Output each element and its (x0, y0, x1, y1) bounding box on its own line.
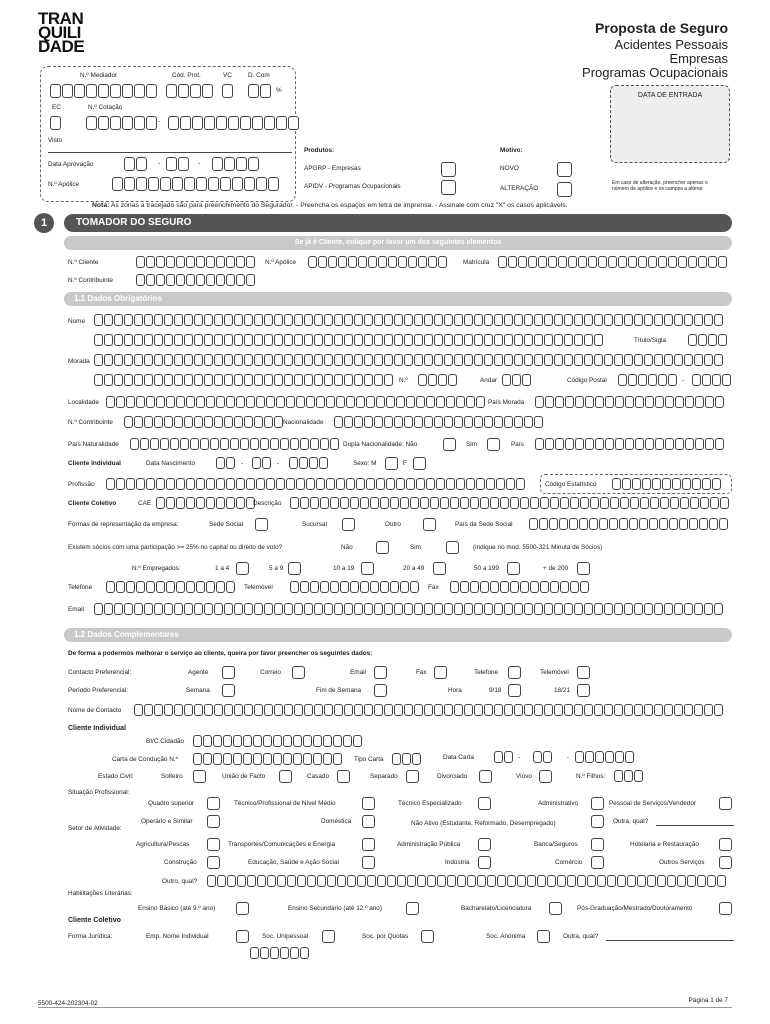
industria-checkbox[interactable] (478, 856, 491, 869)
telefone-label: Telefone (68, 584, 93, 591)
mediator-label: N.º Mediador (80, 72, 118, 79)
agricultura-label: Agricultura/Pescas (136, 841, 190, 848)
emp-4-checkbox[interactable] (433, 562, 446, 575)
cae-input[interactable] (156, 497, 256, 509)
entry-date-label: DATA DE ENTRADA (637, 92, 703, 99)
apidv-checkbox[interactable] (441, 180, 456, 195)
forma-outra-label: Outra, qual? (563, 933, 599, 940)
cod-postal-input-1[interactable] (618, 374, 678, 386)
tecnico-prof-label: Técnico/Profissional de Nível Médio (234, 800, 336, 807)
habilitacoes-label: Habilitações Literárias: (68, 890, 133, 897)
morada-input-2[interactable] (94, 374, 394, 386)
soc-anon-label: Soc. Anónima (486, 933, 526, 940)
approval-date-label: Data Aprovação (48, 161, 94, 168)
setor-label: Setor de Atividade: (68, 825, 122, 832)
product-line-3: Programas Ocupacionais (582, 65, 728, 80)
agente-checkbox[interactable] (222, 666, 235, 679)
prot-label: Cód. Prot. (172, 72, 201, 79)
motive-title: Motivo: (500, 147, 523, 154)
pref-telefone-label: Telefone (474, 669, 499, 676)
domestica-label: Doméstica (321, 818, 352, 825)
outro-checkbox[interactable] (423, 518, 436, 531)
nome-input-1[interactable] (94, 314, 724, 326)
formas-label: Formas de representação da empresa: (68, 521, 179, 528)
fax-label: Fax (428, 584, 439, 591)
emp-2-label: 5 a 9 (269, 565, 284, 572)
sexo-m-checkbox[interactable] (385, 457, 398, 470)
titulo-label: Título/Sigla (634, 337, 666, 344)
cod-estat-label: Código Estatístico (545, 481, 597, 488)
descricao-label: Descrição (253, 500, 282, 507)
carta-year[interactable] (575, 751, 635, 763)
fim-semana-checkbox[interactable] (374, 684, 387, 697)
matricula-input[interactable] (498, 256, 728, 268)
solteiro-checkbox[interactable] (193, 770, 206, 783)
semana-checkbox[interactable] (222, 684, 235, 697)
sede-checkbox[interactable] (255, 518, 268, 531)
n-input[interactable] (418, 374, 458, 386)
bacharelato-label: Bacharelato/Licenciatura (461, 905, 532, 912)
sucursal-label: Sucursal (302, 521, 327, 528)
pref-email-label: Email (350, 669, 366, 676)
sede-label: Sede Social (209, 521, 244, 528)
matricula-label: Matrícula (463, 259, 490, 266)
pref-telemovel-checkbox[interactable] (577, 666, 590, 679)
dupla-nao-checkbox[interactable] (443, 438, 456, 451)
emp-5-checkbox[interactable] (507, 562, 520, 575)
emp-nome-label: Emp. Nome Individual (146, 933, 209, 940)
data-nasc-label: Data Nascimento (146, 460, 196, 467)
nao-ativo-checkbox[interactable] (591, 815, 604, 828)
nao-ativo-label: Não Ativo (Estudante, Reformado, Desempregado) (411, 820, 556, 827)
setor-outro-input[interactable] (207, 875, 727, 887)
company-logo: TRAN QUILI DADE (38, 9, 85, 56)
instructions-note: Nota: As zonas a tracejado são para preenchimento do Segurador. - Preencha os espaços em letra de imprensa. - Assinale com cruz "X" os casos aplicáveis. (92, 202, 568, 209)
divorciado-checkbox[interactable] (479, 770, 492, 783)
contribuinte-label: N.º Contribuinte (68, 419, 113, 426)
ec-label: EC (52, 104, 61, 111)
n-apolice-input[interactable] (308, 256, 448, 268)
apidv-label: APIDV - Programas Ocupacionais (304, 183, 401, 190)
form-code: 5500-424-202304-02 (38, 1000, 98, 1007)
empregados-label: N.º Empregados: (132, 565, 181, 572)
visto-label: Visto (48, 137, 63, 144)
hora-2-label: 18/21 (554, 687, 570, 694)
socios-sim-label: Sim (410, 544, 422, 551)
localidade-label: Localidade (68, 399, 99, 406)
emp-3-label: 10 a 19 (333, 565, 355, 572)
secundario-label: Ensino Secundário (até 12.º ano) (288, 905, 382, 912)
emp-2-checkbox[interactable] (288, 562, 301, 575)
transportes-checkbox[interactable] (362, 838, 375, 851)
n-contribuinte-label: N.º Contribuinte (68, 277, 113, 284)
product-line-1: Acidentes Pessoais (614, 37, 728, 52)
tecnico-esp-label: Técnico Especializado (398, 800, 462, 807)
situacao-label: Situação Profissional: (68, 789, 130, 796)
basico-checkbox[interactable] (236, 902, 249, 915)
comp-intro: De forma a podermos melhorar o serviço ao cliente, queira por favor preencher os seguintes dados: (68, 650, 373, 657)
cliente-coletivo-label: Cliente Coletivo (68, 500, 117, 507)
educacao-checkbox[interactable] (362, 856, 375, 869)
correio-checkbox[interactable] (292, 666, 305, 679)
nasc-month[interactable] (252, 457, 272, 469)
separado-label: Separado (370, 773, 398, 780)
hotelaria-label: Hotelaria e Restauração (630, 841, 699, 848)
data-carta-label: Data Carta (443, 754, 474, 761)
administracao-checkbox[interactable] (478, 838, 491, 851)
operario-label: Operário e Similar (141, 818, 193, 825)
periodo-label: Período Preferencial: (68, 687, 129, 694)
separado-checkbox[interactable] (406, 770, 419, 783)
agricultura-checkbox[interactable] (207, 838, 220, 851)
apolice-input[interactable] (112, 177, 280, 191)
divorciado-label: Divorciado (437, 773, 468, 780)
prot-input[interactable] (166, 84, 214, 98)
n-label: N.º (399, 377, 408, 384)
emp-nome-checkbox[interactable] (236, 930, 249, 943)
nasc-year[interactable] (289, 457, 329, 469)
pref-telemovel-label: Telemóvel (540, 669, 569, 676)
approval-year[interactable] (212, 157, 260, 171)
apgrp-checkbox[interactable] (441, 162, 456, 177)
casado-label: Casado (307, 773, 330, 780)
educacao-label: Educação, Saúde e Ação Social (248, 859, 339, 866)
sexo-f-label: F (403, 460, 407, 467)
section-title-bar: TOMADOR DO SEGURO (64, 214, 732, 232)
forma-label: Forma Jurídica: (68, 933, 113, 940)
emp-5-label: 50 a 199 (474, 565, 499, 572)
sexo-label: Sexo: M (353, 460, 377, 467)
soc-anon-checkbox[interactable] (537, 930, 550, 943)
secundario-checkbox[interactable] (406, 902, 419, 915)
pos-checkbox[interactable] (719, 902, 732, 915)
apolice-label: N.º Apólice (48, 181, 80, 188)
fax-input[interactable] (450, 581, 590, 593)
telemovel-input[interactable] (290, 581, 420, 593)
alteracao-checkbox[interactable] (557, 182, 572, 197)
dcom-input[interactable] (248, 84, 272, 98)
cc-label: Cliente Coletivo (68, 917, 121, 924)
socios-indique-label: (indique no mod. 5500-321 Minuta de Sócios) (473, 544, 603, 551)
quadro-checkbox[interactable] (207, 797, 220, 810)
banca-label: Banca/Seguros (534, 841, 578, 848)
emp-3-checkbox[interactable] (361, 562, 374, 575)
soc-quotas-label: Soc. por Quotas (362, 933, 409, 940)
soc-unip-label: Soc. Unipessoal (262, 933, 309, 940)
dcom-label: D. Com (248, 72, 270, 79)
mediator-input[interactable] (50, 84, 158, 98)
comercio-label: Comércio (555, 859, 583, 866)
pref-email-checkbox[interactable] (374, 666, 387, 679)
bi-input[interactable] (193, 735, 363, 747)
hora-1-checkbox[interactable] (508, 684, 521, 697)
page-title: Proposta de Seguro (594, 20, 728, 36)
alteracao-note: Em caso de alteração, preencher apenas o (612, 180, 708, 186)
dados-complementares-bar: 1.2 Dados Complementares (64, 628, 732, 642)
n-contribuinte-input[interactable] (136, 274, 256, 286)
basico-label: Ensino Básico (até 9.º ano) (138, 905, 216, 912)
socios-sim-checkbox[interactable] (446, 541, 459, 554)
sexo-f-checkbox[interactable] (413, 457, 426, 470)
cotacao-label: N.º Cotação (88, 104, 123, 111)
section-number: 1 (34, 213, 54, 233)
novo-checkbox[interactable] (557, 162, 572, 177)
uniao-checkbox[interactable] (279, 770, 292, 783)
visto-line[interactable] (48, 152, 292, 153)
administrativo-label: Administrativo (538, 800, 579, 807)
domestica-checkbox[interactable] (362, 815, 375, 828)
n-cliente-input[interactable] (136, 256, 256, 268)
email-label: Email (68, 606, 84, 613)
apgrp-label: APGRP - Empresas (304, 165, 361, 172)
n-cliente-label: N.º Cliente (68, 259, 99, 266)
socios-label: Existem sócios com uma participação >= 25% no capital ou direito de voto? (68, 544, 283, 551)
cae-label: CAE (138, 500, 152, 507)
hora-2-checkbox[interactable] (577, 684, 590, 697)
client-bar: Se já é Cliente, indique por favor um dos seguintes elementos (64, 236, 732, 250)
banca-checkbox[interactable] (591, 838, 604, 851)
nome-contacto-input[interactable] (134, 704, 724, 716)
dados-obrigatorios-bar: 1.1 Dados Obrigatórios (64, 292, 732, 306)
filhos-input[interactable] (614, 770, 644, 782)
emp-4-label: 20 a 49 (403, 565, 425, 572)
novo-label: NOVO (500, 165, 519, 172)
n-apolice-label: N.º Apólice (265, 259, 297, 266)
nasc-day[interactable] (216, 457, 236, 469)
dupla-sim-checkbox[interactable] (487, 438, 500, 451)
forma-outra-line[interactable] (606, 940, 734, 941)
outro-label: Outro (385, 521, 401, 528)
hora-1-label: 9/18 (489, 687, 502, 694)
sucursal-checkbox[interactable] (342, 518, 355, 531)
emp-6-checkbox[interactable] (577, 562, 590, 575)
cod-estat-input[interactable] (612, 478, 722, 490)
construcao-label: Construção (164, 859, 197, 866)
cliente-individual-label: Cliente Individual (68, 460, 121, 467)
pais-nat-label: País Naturalidade (68, 441, 119, 448)
product-line-2: Empresas (669, 51, 728, 66)
pais-nat-input[interactable] (130, 438, 340, 450)
carta-day[interactable] (494, 751, 514, 763)
administrativo-checkbox[interactable] (591, 797, 604, 810)
vc-input[interactable] (222, 84, 234, 98)
pais-label: País (511, 441, 524, 448)
construcao-checkbox[interactable] (207, 856, 220, 869)
agente-label: Agente (188, 669, 209, 676)
pessoal-label: Pessoal de Serviços/Vendedor (609, 800, 697, 807)
emp-1-checkbox[interactable] (236, 562, 249, 575)
pos-label: Pós-Graduação/Mestrado/Doutoramento (577, 905, 693, 912)
pref-fax-checkbox[interactable] (434, 666, 447, 679)
estado-label: Estado Civil: (98, 773, 134, 780)
industria-label: Indústria (445, 859, 470, 866)
nome-input-2[interactable] (94, 334, 604, 346)
operario-checkbox[interactable] (207, 815, 220, 828)
pref-fax-label: Fax (416, 669, 427, 676)
cod-postal-input-2[interactable] (692, 374, 732, 386)
hora-label: Hora (448, 687, 462, 694)
products-title: Produtos: (304, 147, 335, 154)
alteracao-note-2: número de apólice e os campos a alterar. (612, 186, 704, 192)
telemovel-label: Telemóvel (244, 584, 273, 591)
cod-postal-label: Código Postal (567, 377, 607, 384)
casado-checkbox[interactable] (337, 770, 350, 783)
carta-label: Carta de Condução N.º (112, 756, 178, 763)
profissao-label: Profissão (68, 481, 95, 488)
footer-rule (38, 1007, 732, 1008)
outros-label: Outros Serviços (659, 859, 705, 866)
telefone-input[interactable] (106, 581, 236, 593)
tecnico-prof-checkbox[interactable] (362, 797, 375, 810)
pais-morada-input[interactable] (535, 396, 725, 408)
uniao-label: União de Facto (222, 773, 266, 780)
alteracao-label: ALTERAÇÃO (500, 185, 539, 192)
morada-input-1[interactable] (94, 354, 724, 366)
solteiro-label: Solteiro (161, 773, 183, 780)
profissao-input[interactable] (106, 478, 526, 490)
carta-input[interactable] (193, 753, 343, 765)
viuvo-label: Viúvo (516, 773, 532, 780)
descricao-input[interactable] (290, 497, 730, 509)
pessoal-checkbox[interactable] (719, 797, 732, 810)
contacto-label: Contacto Preferencial: (68, 669, 132, 676)
pref-telefone-checkbox[interactable] (508, 666, 521, 679)
titulo-input[interactable] (688, 334, 728, 346)
morada-label: Morada (68, 358, 90, 365)
nacionalidade-label: Nacionalidade (283, 419, 324, 426)
transportes-label: Transportes/Comunicações e Energia (228, 841, 336, 848)
soc-quotas-checkbox[interactable] (421, 930, 434, 943)
administracao-label: Administração Pública (397, 841, 461, 848)
emp-1-label: 1 a 4 (215, 565, 230, 572)
bi-label: BI/C.Cidadão (146, 738, 185, 745)
contribuinte-input[interactable] (124, 416, 284, 428)
approval-month[interactable] (166, 157, 190, 171)
comercio-checkbox[interactable] (591, 856, 604, 869)
localidade-input[interactable] (106, 396, 486, 408)
viuvo-checkbox[interactable] (539, 770, 552, 783)
pct-label: % (276, 87, 282, 94)
setor-outro-label: Outro, qual? (162, 878, 198, 885)
andar-label: Andar (480, 377, 498, 384)
nacionalidade-input[interactable] (334, 416, 544, 428)
filhos-label: N.º Filhos: (576, 773, 606, 780)
nome-label: Nome (68, 318, 86, 325)
andar-input[interactable] (502, 374, 532, 386)
approval-day[interactable] (124, 157, 148, 171)
tipo-carta-label: Tipo Carta (354, 756, 384, 763)
situacao-outra-label: Outra, qual? (613, 818, 649, 825)
forma-outra-code-input[interactable] (250, 947, 310, 959)
tecnico-esp-checkbox[interactable] (478, 797, 491, 810)
carta-month[interactable] (533, 751, 553, 763)
hotelaria-checkbox[interactable] (719, 838, 732, 851)
soc-unip-checkbox[interactable] (322, 930, 335, 943)
situacao-outra-line[interactable] (656, 825, 734, 826)
socios-nao-checkbox[interactable] (376, 541, 389, 554)
dupla-label: Dupla Nacionalidade: Não (343, 441, 418, 448)
ec-input[interactable] (50, 116, 62, 130)
ci-label: Cliente Individual (68, 725, 126, 732)
dupla-pais-input[interactable] (535, 438, 725, 450)
dupla-sim-label: Sim (466, 441, 478, 448)
pais-morada-label: País Morada (488, 399, 525, 406)
tipo-carta-input[interactable] (392, 753, 422, 765)
outros-checkbox[interactable] (719, 856, 732, 869)
page-number: Página 1 de 7 (688, 997, 728, 1004)
nome-contacto-label: Nome de Contacto (68, 707, 122, 714)
email-input[interactable] (94, 603, 724, 615)
bacharelato-checkbox[interactable] (549, 902, 562, 915)
socios-nao-label: Não (341, 544, 353, 551)
cotacao-input-1[interactable] (86, 116, 158, 130)
entry-date-box (610, 85, 730, 163)
emp-6-label: + de 200 (543, 565, 569, 572)
vc-label: VC (223, 72, 232, 79)
fim-semana-label: Fim de Semana (316, 687, 362, 694)
pais-sede-label: País da Sede Social (455, 521, 513, 528)
semana-label: Semana (186, 687, 210, 694)
cotacao-input-2[interactable] (168, 116, 300, 130)
quadro-label: Quadro superior (148, 800, 195, 807)
pais-sede-input[interactable] (529, 518, 729, 530)
correio-label: Correio (260, 669, 281, 676)
